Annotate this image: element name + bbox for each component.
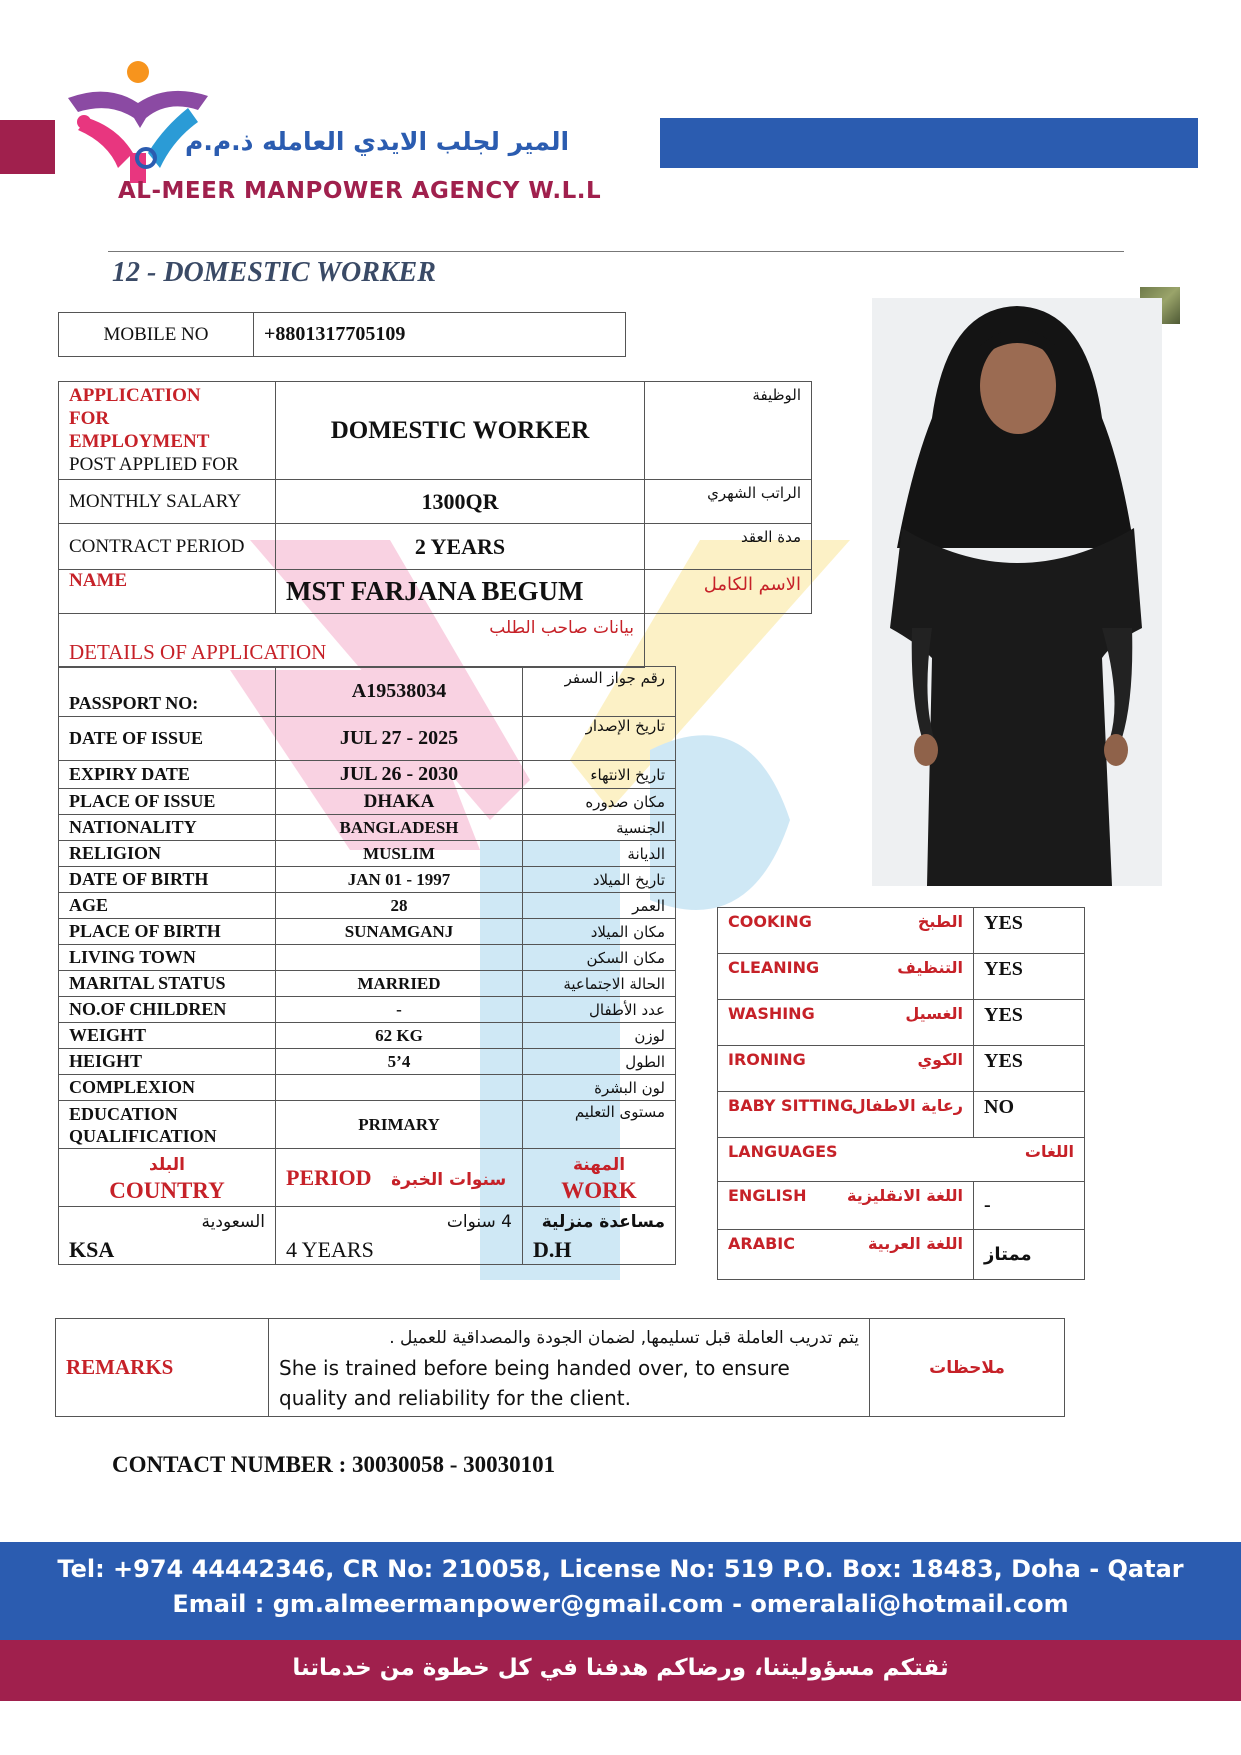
remarks-text-ar: يتم تدريب العاملة قبل تسليمها, لضمان الجودة والمصداقية للعميل . [389,1327,859,1348]
post-applied-label: POST APPLIED FOR [69,454,239,475]
skill-row [718,1046,1085,1092]
mobile-value: +8801317705109 [254,313,626,357]
skill-label: IRONING [728,1050,806,1069]
detail-label: DATE OF BIRTH [59,867,276,893]
detail-value: MARRIED [276,971,523,997]
skill-ar: الطبخ [917,912,963,931]
header-maroon-bar [0,120,55,174]
detail-label: RELIGION [59,841,276,867]
detail-ar: تاريخ الميلاد [523,867,676,893]
detail-ar: عدد الأطفال [523,997,676,1023]
detail-value: 28 [276,893,523,919]
period-label: PERIOD [286,1164,372,1190]
skill-label-cell [718,954,974,1000]
salary-value: 1300QR [276,480,645,524]
agency-name-arabic: المير لجلب الايدي العامله ذ.م.م [185,127,570,156]
remarks-text-en-2: quality and reliability for the client. [279,1385,631,1410]
skill-label: CLEANING [728,958,820,977]
skill-row [718,1000,1085,1046]
detail-ar: الجنسية [523,815,676,841]
skill-ar: الكوي [917,1050,963,1069]
experience-period-ar: 4 سنوات [446,1211,512,1232]
skill-value: YES [974,954,1085,1000]
language-row [718,1230,1085,1280]
post-applied-ar: الوظيفة [645,382,812,480]
agency-logo-icon [48,58,218,188]
skill-value: NO [974,1092,1085,1138]
details-row [59,971,676,997]
experience-country-cell [59,1207,276,1265]
footer-tagline-ar: ثقتكم مسؤوليتنا، ورضاكم هدفنا في كل خطوة من خدماتنا [292,1655,949,1681]
application-heading-cell [59,382,276,480]
detail-ar: لون البشرة [523,1075,676,1101]
details-row [59,789,676,815]
detail-label: PASSPORT NO: [59,667,276,717]
details-row [59,667,676,717]
skill-label-cell [718,1000,974,1046]
detail-value: 62 KG [276,1023,523,1049]
detail-label: DATE OF ISSUE [59,717,276,761]
experience-header-row [59,1149,676,1207]
skill-row [718,908,1085,954]
application-title-1: APPLICATION [69,385,201,406]
details-row [59,815,676,841]
remarks-label-ar: ملاحظات [870,1319,1065,1417]
detail-ar: مكان السكن [523,945,676,971]
header-blue-bar [660,118,1198,168]
detail-label: NATIONALITY [59,815,276,841]
document-title: 12 - DOMESTIC WORKER [112,257,436,288]
detail-ar: الحالة الاجتماعية [523,971,676,997]
skill-label-cell [718,1046,974,1092]
skill-value: YES [974,1046,1085,1092]
detail-ar: تاريخ الانتهاء [523,761,676,789]
experience-work-header [523,1149,676,1207]
skill-value: YES [974,908,1085,954]
language-ar: اللغة العربية [867,1234,963,1253]
experience-country: KSA [69,1236,115,1262]
remarks-label: REMARKS [56,1319,269,1417]
skill-label-cell [718,1092,974,1138]
detail-label: COMPLEXION [59,1075,276,1101]
skill-label-cell [718,908,974,954]
details-row [59,761,676,789]
experience-period-header [276,1149,523,1207]
detail-value: A19538034 [276,667,523,717]
remarks-text-cell [269,1319,870,1417]
details-row [59,1023,676,1049]
detail-value: JAN 01 - 1997 [276,867,523,893]
details-row [59,841,676,867]
language-label-cell [718,1182,974,1230]
languages-label: LANGUAGES [728,1142,838,1161]
experience-period: 4 YEARS [286,1236,374,1262]
detail-value: - [276,997,523,1023]
skill-label: BABY SITTING [728,1096,854,1115]
experience-work-cell [523,1207,676,1265]
experience-country-ar: السعودية [201,1211,265,1232]
post-applied-value: DOMESTIC WORKER [276,382,645,480]
detail-ar: مستوى التعليم [523,1101,676,1149]
work-ar: المهنة [572,1154,626,1175]
detail-label: EDUCATION QUALIFICATION [59,1101,276,1149]
details-row [59,1049,676,1075]
applicant-photo [872,298,1162,886]
language-row [718,1182,1085,1230]
detail-value: BANGLADESH [276,815,523,841]
details-row [59,1101,676,1149]
details-row [59,1075,676,1101]
agency-name-english: AL-MEER MANPOWER AGENCY W.L.L [118,178,602,204]
footer-email-line: Email : gm.almeermanpower@gmail.com - omeralali@hotmail.com [172,1590,1069,1618]
detail-value: PRIMARY [276,1101,523,1149]
experience-row [59,1207,676,1265]
salary-label: MONTHLY SALARY [59,480,276,524]
skills-table [717,907,1085,1280]
skill-value: YES [974,1000,1085,1046]
details-row [59,893,676,919]
detail-value: DHAKA [276,789,523,815]
detail-value [276,945,523,971]
country-label: COUNTRY [109,1177,225,1203]
details-row [59,717,676,761]
application-title-3: EMPLOYMENT [69,431,210,452]
name-label: NAME [59,570,276,614]
skill-row [718,1092,1085,1138]
details-row [59,945,676,971]
detail-ar: رقم جواز السفر [523,667,676,717]
languages-header-cell [718,1138,1085,1182]
details-heading-ar: بيانات صاحب الطلب [489,618,634,638]
country-ar: البلد [149,1154,185,1175]
detail-label: MARITAL STATUS [59,971,276,997]
detail-label: EXPIRY DATE [59,761,276,789]
name-ar: الاسم الكامل [645,570,812,614]
footer-contact-line: Tel: +974 44442346, CR No: 210058, License No: 519 P.O. Box: 18483, Doha - Qatar [57,1555,1184,1583]
detail-ar: مكان الميلاد [523,919,676,945]
skill-label: COOKING [728,912,812,931]
application-table [58,381,812,668]
skill-ar: الغسيل [905,1004,963,1023]
detail-label: WEIGHT [59,1023,276,1049]
skill-ar: التنظيف [897,958,963,977]
contact-number: CONTACT NUMBER : 30030058 - 30030101 [112,1452,556,1477]
remarks-text-en-1: She is trained before being handed over, to ensure [279,1355,790,1380]
salary-ar: الراتب الشهري [645,480,812,524]
detail-ar: الديانة [523,841,676,867]
mobile-label: MOBILE NO [59,313,254,357]
languages-ar: اللغات [1024,1142,1074,1161]
skill-label: WASHING [728,1004,815,1023]
name-value: MST FARJANA BEGUM [276,570,645,614]
work-label: WORK [561,1177,637,1203]
detail-label: PLACE OF ISSUE [59,789,276,815]
detail-ar: مكان صدوره [523,789,676,815]
experience-work-ar: مساعدة منزلية [541,1211,665,1232]
experience-period-cell [276,1207,523,1265]
remarks-table [55,1318,1065,1417]
language-label-cell [718,1230,974,1280]
detail-value: SUNAMGANJ [276,919,523,945]
skill-row [718,954,1085,1000]
details-heading-cell [59,614,645,668]
detail-label: HEIGHT [59,1049,276,1075]
language-label: ARABIC [728,1234,795,1253]
details-heading: DETAILS OF APPLICATION [69,640,327,664]
detail-value: JUL 26 - 2030 [276,761,523,789]
languages-header-row [718,1138,1085,1182]
contract-ar: مدة العقد [645,524,812,570]
contract-label: CONTRACT PERIOD [59,524,276,570]
detail-value: JUL 27 - 2025 [276,717,523,761]
details-row [59,919,676,945]
detail-ar: تاريخ الإصدار [523,717,676,761]
detail-ar: العمر [523,893,676,919]
detail-label: PLACE OF BIRTH [59,919,276,945]
language-value: ممتاز [974,1230,1085,1280]
detail-value: MUSLIM [276,841,523,867]
detail-label: NO.OF CHILDREN [59,997,276,1023]
mobile-table [58,312,626,357]
details-row [59,867,676,893]
detail-value [276,1075,523,1101]
detail-value: 5’4 [276,1049,523,1075]
application-title-2: FOR [69,408,110,429]
language-value: - [974,1182,1085,1230]
contract-value: 2 YEARS [276,524,645,570]
experience-work: D.H [533,1236,572,1262]
language-ar: اللغة الانقليزية [847,1186,963,1205]
language-label: ENGLISH [728,1186,807,1205]
detail-label: LIVING TOWN [59,945,276,971]
experience-country-header [59,1149,276,1207]
period-ar: سنوات الخبرة [391,1169,507,1190]
detail-ar: لوزن [523,1023,676,1049]
detail-label: AGE [59,893,276,919]
header-divider [108,251,1124,252]
skill-ar: رعاية الاطفال [851,1096,963,1115]
detail-ar: الطول [523,1049,676,1075]
details-row [59,997,676,1023]
details-table [58,666,676,1265]
